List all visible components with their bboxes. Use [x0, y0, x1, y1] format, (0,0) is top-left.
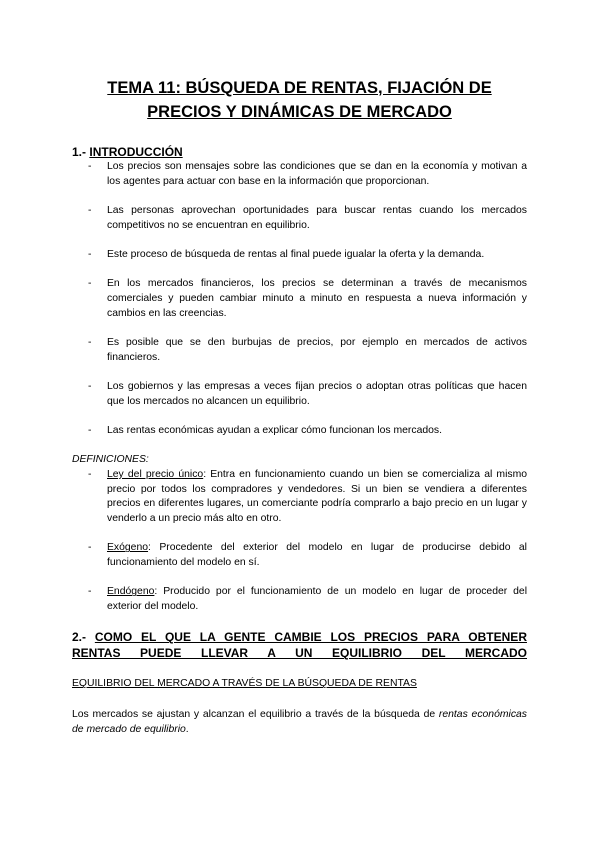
paragraph-text: Los mercados se ajustan y alcanzan el equilibrio a través de la búsqueda de — [72, 709, 439, 721]
definition-term: Exógeno — [107, 542, 149, 554]
intro-bullet: - Las rentas económicas ayudan a explicar cómo funcionan los mercados. — [72, 424, 527, 439]
title-line-1: TEMA 11: BÚSQUEDA DE RENTAS, FIJACIÓN DE — [107, 79, 492, 97]
definition-text: : Producido por el funcionamiento de un modelo en lugar de proceder del exterior del modelo. — [107, 586, 527, 613]
intro-bullet-list — [72, 160, 527, 439]
section-2-number: 2.- — [72, 630, 87, 645]
intro-bullet: - Los precios son mensajes sobre las condiciones que se dan en la economía y motivan a los agentes para actuar con base en la información que proporcionan. — [72, 160, 527, 189]
section-2-label-line-1: COMO EL QUE LA GENTE CAMBIE LOS PRECIOS PARA OBTENER — [94, 630, 527, 645]
section-2-heading — [72, 629, 527, 661]
definitions-list — [72, 468, 527, 615]
section-2-label-line-2: RENTAS PUEDE LLEVAR A UN EQUILIBRIO DEL MERCADO — [72, 646, 527, 661]
page-title — [72, 0, 527, 124]
section-2-subheading: EQUILIBRIO DEL MERCADO A TRAVÉS DE LA BÚSQUEDA DE RENTAS — [72, 678, 417, 690]
definition-text: : Procedente del exterior del modelo en lugar de producirse debido al funcionamiento del modelo en sí. — [107, 542, 527, 569]
section-2-paragraph — [72, 708, 527, 737]
section-1-label: INTRODUCCIÓN — [89, 145, 183, 159]
definition-item — [72, 468, 527, 527]
title-line-2: PRECIOS Y DINÁMICAS DE MERCADO — [147, 103, 452, 121]
intro-bullet: - Este proceso de búsqueda de rentas al final puede igualar la oferta y la demanda. — [72, 248, 527, 263]
section-1-heading — [72, 144, 527, 160]
definition-item — [72, 541, 527, 570]
paragraph-end: . — [185, 723, 189, 735]
paragraph-italic-term: rentas económicas de mercado de equilibrio — [72, 709, 527, 735]
definition-item — [72, 585, 527, 614]
intro-bullet: - Los gobiernos y las empresas a veces fijan precios o adoptan otras políticas que hacen que los mercados no alcancen un equilibrio. — [72, 380, 527, 409]
intro-bullet: - Las personas aprovechan oportunidades para buscar rentas cuando los mercados competitivos no se encuentran en equilibrio. — [72, 204, 527, 233]
definition-text: : Entra en funcionamiento cuando un bien se comercializa al mismo precio por todos los compradores y vendedores. Si un bien se vendiera a diferentes precios en diferentes lugares, un comerciante podría comprarlo a bajo precio en un lugar y venderlo a un precio más alto en otro. — [107, 469, 528, 525]
section-1-number: 1.- — [72, 145, 87, 159]
definition-term: Endógeno — [107, 586, 155, 598]
intro-bullet: - Es posible que se den burbujas de precios, por ejemplo en mercados de activos financieros. — [72, 336, 527, 365]
definitions-label: DEFINICIONES: — [72, 454, 149, 466]
definition-term: Ley del precio único — [107, 469, 204, 480]
intro-bullet: - En los mercados financieros, los precios se determinan a través de mecanismos comerciales y pueden cambiar minuto a minuto en respuesta a nueva información y cambios en las creencias. — [72, 277, 527, 321]
